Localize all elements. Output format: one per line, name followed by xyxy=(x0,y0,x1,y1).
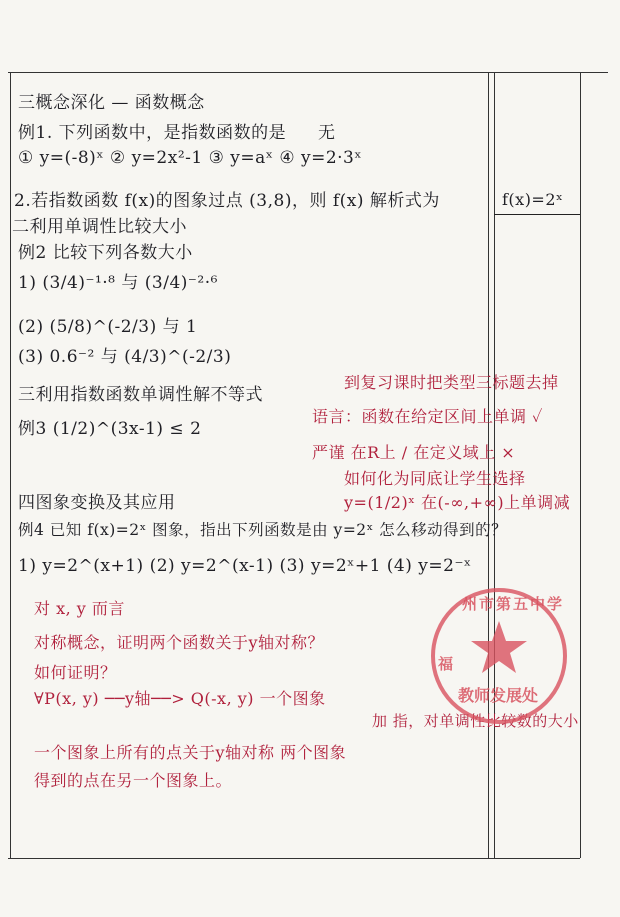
example2-item2: (2) (5/8)^(-2/3) 与 1 xyxy=(18,317,198,337)
note-xy: 对 x, y 而言 xyxy=(34,599,125,618)
stamp-center-text: 教师发展处 xyxy=(458,686,539,705)
question2-answer-box xyxy=(494,190,584,209)
note-conclusion-2: 得到的点在另一个图象上。 xyxy=(34,771,233,790)
answer-underline xyxy=(494,214,580,215)
section-title-monotonic: 二利用单调性比较大小 xyxy=(12,217,187,237)
annotation-language: 语言：函数在给定区间上单调 ✓ xyxy=(312,407,543,426)
note-how-prove: 如何证明？ xyxy=(34,663,117,682)
stamp-arc-text: 州市第五中学 xyxy=(462,595,565,613)
example3: 例3 (1/2)^(3x-1) ≤ 2 xyxy=(18,419,202,439)
table-bottom-border xyxy=(8,858,580,859)
example2-item1: 1) (3/4)⁻¹·⁸ 与 (3/4)⁻²·⁶ xyxy=(18,273,218,293)
section-title-inequality: 三利用指数函数单调性解不等式 xyxy=(18,385,263,405)
example1-options: ① y=(-8)ˣ ② y=2x²-1 ③ y=aˣ ④ y=2·3ˣ xyxy=(18,148,363,168)
example4-items: 1) y=2^(x+1) (2) y=2^(x-1) (3) y=2ˣ+1 (4) y=2⁻ˣ xyxy=(18,556,472,576)
note-symmetry: 对称概念，证明两个函数关于y轴对称？ xyxy=(34,633,325,652)
annotation-review-note: 到复习课时把类型三标题去掉 xyxy=(344,373,559,392)
table-top-border xyxy=(8,72,608,73)
example1-question: 例1. 下列函数中，是指数函数的是 xyxy=(18,123,287,143)
example2-item3: (3) 0.6⁻² 与 (4/3)^(-2/3) xyxy=(18,347,232,367)
table-column-divider xyxy=(488,72,489,858)
example2-title: 例2 比较下列各数大小 xyxy=(18,243,193,263)
question2-answer: f(x)=2ˣ xyxy=(502,190,564,209)
note-point-mapping: ∀P(x, y) ──y轴──> Q(-x, y) 一个图象 xyxy=(34,689,326,708)
example1-answer: 无 xyxy=(318,123,336,143)
example4-question: 例4 已知 f(x)=2ˣ 图象，指出下列函数是由 y=2ˣ 怎么移动得到的？ xyxy=(18,521,508,539)
annotation-rigor: 严谨 在R上 / 在定义域上 × xyxy=(312,443,516,462)
school-stamp xyxy=(428,585,570,727)
note-conclusion-1: 一个图象上所有的点关于y轴对称 两个图象 xyxy=(34,743,347,762)
annotation-same-base: 如何化为同底让学生选择 xyxy=(344,469,526,488)
stamp-star-icon xyxy=(471,621,527,673)
question2: 2.若指数函数 f(x)的图象过点 (3,8)，则 f(x) 解析式为 xyxy=(14,191,440,211)
section-title-graph: 四图象变换及其应用 xyxy=(18,493,176,513)
table-left-border xyxy=(10,72,11,858)
annotation-decreasing: y=(1/2)ˣ 在(-∞,+∞)上单调减 xyxy=(344,493,571,512)
section-title-concept: 三概念深化 — 函数概念 xyxy=(18,93,205,113)
stamp-left-text: 福 xyxy=(438,655,454,673)
annotation-add-note: 加 指，对单调性比较数的大小 xyxy=(372,712,579,730)
